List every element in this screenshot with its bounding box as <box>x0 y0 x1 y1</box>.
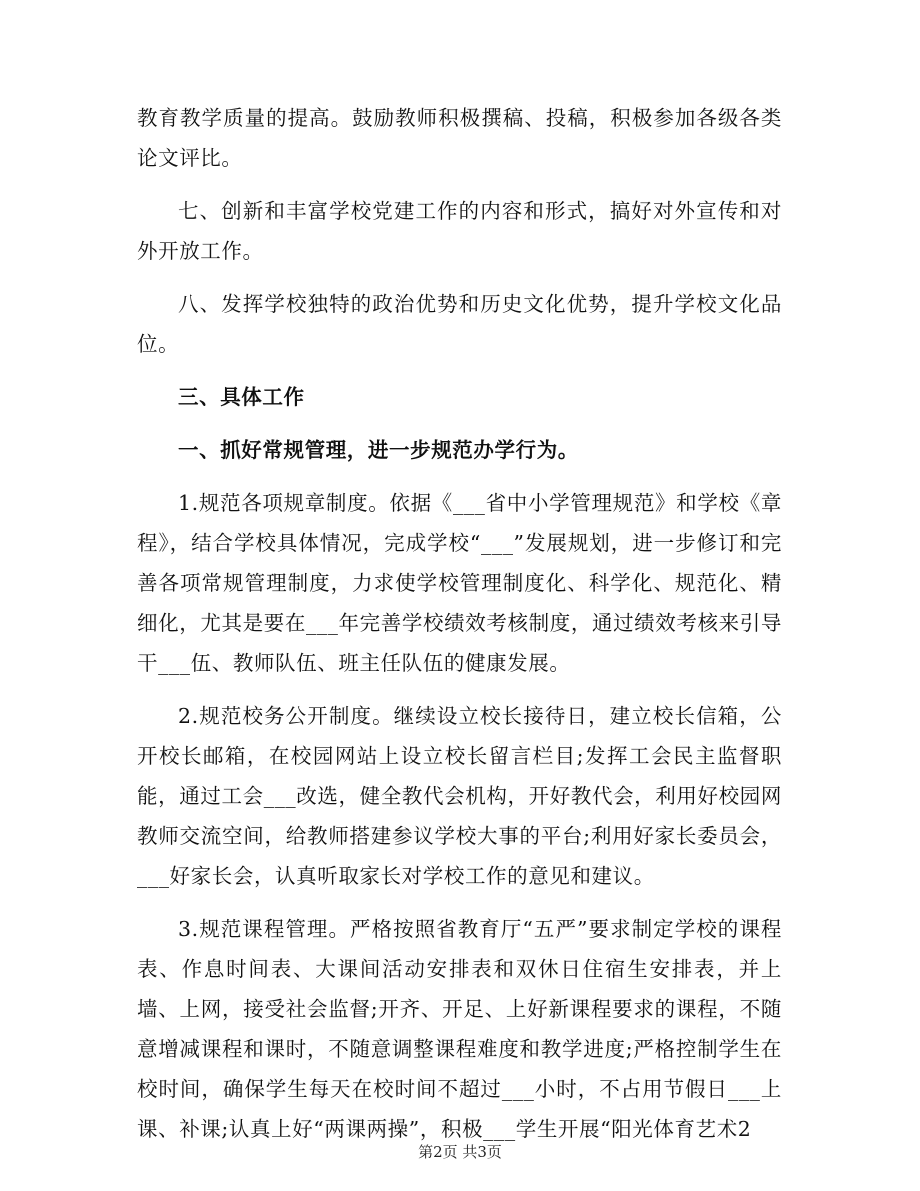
paragraph-item-eight: 八、发挥学校独特的政治优势和历史文化优势，提升学校文化品位。 <box>137 292 782 356</box>
paragraph-item-seven: 七、创新和丰富学校党建工作的内容和形式，搞好对外宣传和对外开放工作。 <box>137 199 782 263</box>
paragraph-rules: 1.规范各项规章制度。依据《___省中小学管理规范》和学校《章程》，结合学校具体情况，完成学校“___”发展规划，进一步修订和完善各项常规管理制度，力求使学校管理制度化、科学化、规范化、精细化，尤其是要在___年完善学校绩效考核制度，通过绩效考核来引导干___伍、教师队伍、班主任队伍的健康发展。 <box>137 491 782 675</box>
page-number-footer: 第2页 共3页 <box>418 1143 502 1161</box>
document-body <box>137 98 782 1149</box>
paragraph-curriculum: 3.规范课程管理。严格按照省教育厅“五严”要求制定学校的课程表、作息时间表、大课间活动安排表和双休日住宿生安排表，并上墙、上网，接受社会监督;开齐、开足、上好新课程要求的课程，不随意增减课程和课时，不随意调整课程难度和教学进度;严格控制学生在校时间，确保学生每天在校时间不超过___小时，不占用节假日___上课、补课;认真上好“两课两操”，积极___学生开展“阳光体育艺术2 <box>137 917 782 1141</box>
paragraph-continuation: 教育教学质量的提高。鼓励教师积极撰稿、投稿，积极参加各级各类论文评比。 <box>137 106 782 170</box>
paragraph-school-affairs: 2.规范校务公开制度。继续设立校长接待日，建立校长信箱，公开校长邮箱，在校园网站上设立校长留言栏目;发挥工会民主监督职能，通过工会___改选，健全教代会机构，开好教代会，利用好校园网教师交流空间，给教师搭建参议学校大事的平台;利用好家长委员会，___好家长会，认真听取家长对学校工作的意见和建议。 <box>137 704 782 888</box>
subsection-heading: 一、抓好常规管理，进一步规范办学行为。 <box>178 438 579 462</box>
section-heading: 三、具体工作 <box>178 385 305 409</box>
